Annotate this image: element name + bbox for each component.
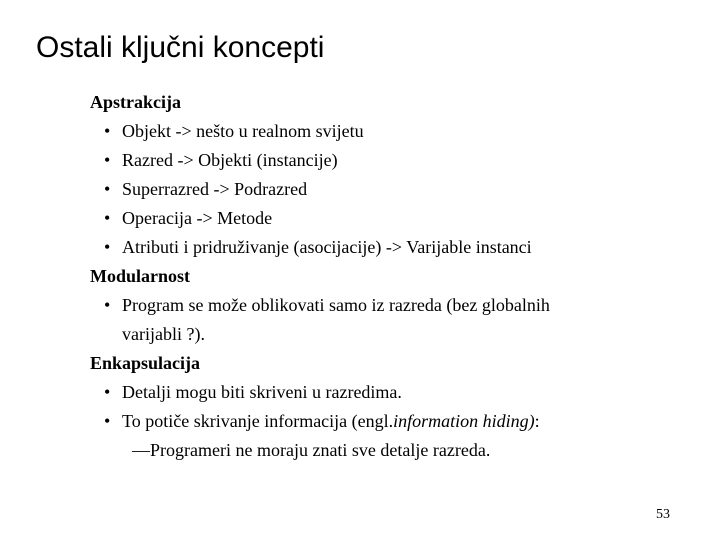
bullet-text: : (534, 411, 540, 431)
bullet-list-modularnost (90, 291, 690, 349)
section-heading-enkapsulacija: Enkapsulacija (90, 353, 201, 373)
english-term: information hiding) (393, 411, 535, 431)
bullet-text-line: varijabli ?). (122, 324, 205, 344)
bullet-item: • Atributi i pridruživanje (asocijacije) -> Varijable instanci (90, 233, 690, 262)
sub-bullet-item: —Programeri ne moraju znati sve detalje razreda. (132, 440, 491, 460)
section-heading-apstrakcija: Apstrakcija (90, 92, 181, 112)
bullet-item (90, 407, 690, 436)
bullet-list-apstrakcija (90, 117, 690, 262)
bullet-text-line: • Program se može oblikovati samo iz razreda (bez globalnih (122, 295, 550, 315)
bullet-item (90, 291, 690, 349)
bullet-item: • Operacija -> Metode (90, 204, 690, 233)
bullet-text: To potiče skrivanje informacija (engl. (122, 411, 394, 431)
bullet-list-enkapsulacija (90, 378, 690, 436)
bullet-item: • Objekt -> nešto u realnom svijetu (90, 117, 690, 146)
bullet-item: • Detalji mogu biti skriveni u razredima. (90, 378, 690, 407)
bullet-item: • Superrazred -> Podrazred (90, 175, 690, 204)
section-heading-modularnost: Modularnost (90, 266, 191, 286)
slide-content (90, 88, 690, 465)
slide-title: Ostali ključni koncepti (36, 31, 325, 64)
page-number: 53 (656, 507, 670, 522)
bullet-item: • Razred -> Objekti (instancije) (90, 146, 690, 175)
